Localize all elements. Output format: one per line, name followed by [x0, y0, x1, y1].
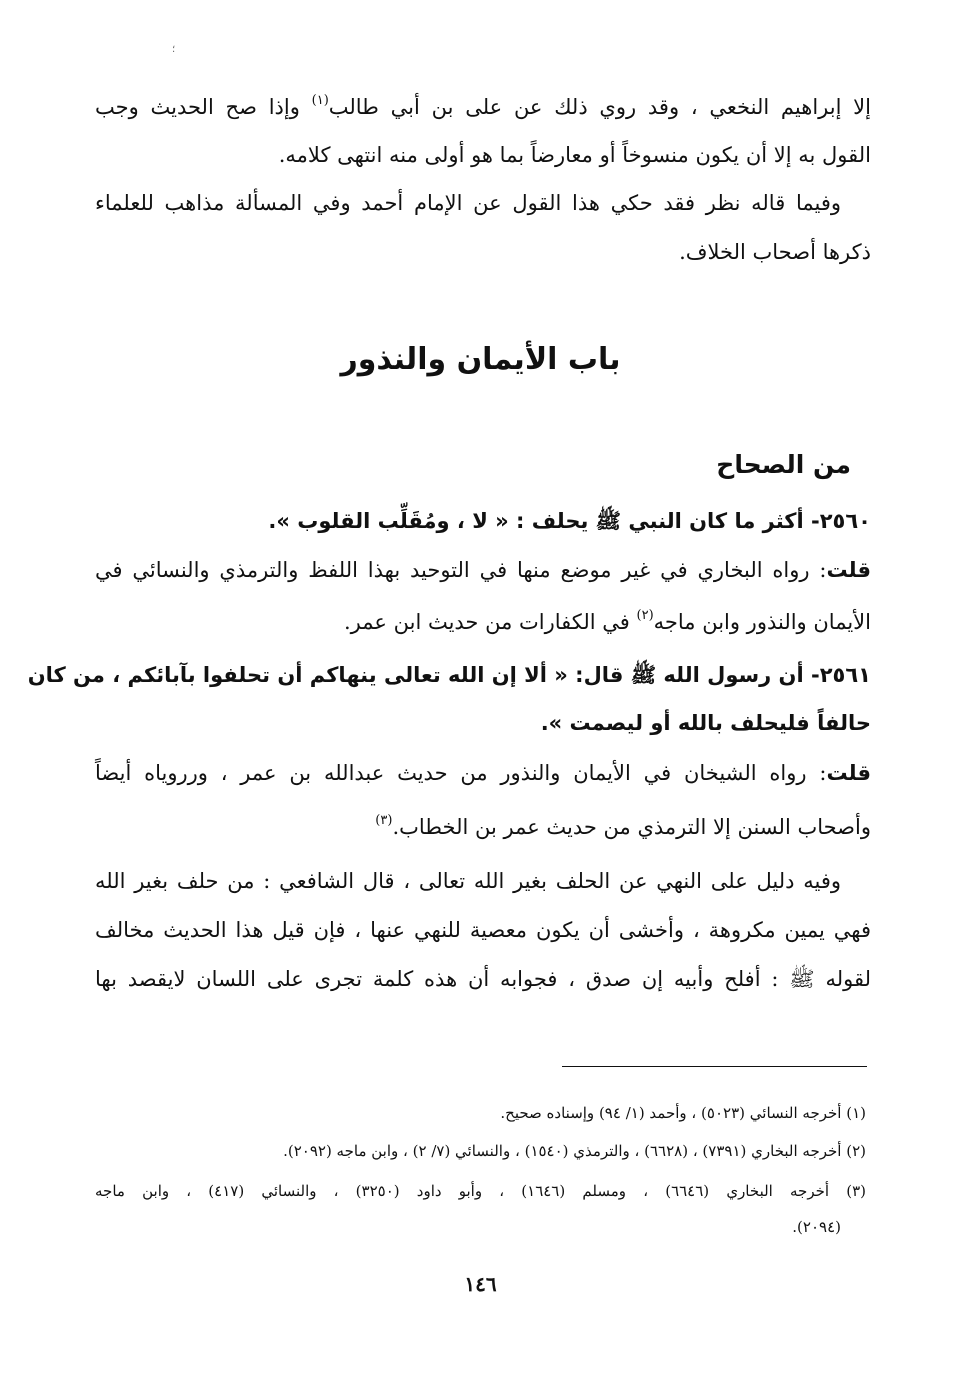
commentary-2-line-2: وأصحاب السنن إلا الترمذي من حديث عمر بن الخطاب.$^{(٣)}$: [375, 813, 871, 839]
stray-mark: ؛: [172, 44, 176, 55]
intro-line-4: ذكرها أصحاب الخلاف.: [679, 240, 871, 264]
commentary-2-line-1: قلت: رواه الشيخان في الأيمان والنذور من حديث عبدالله بن عمر ، ورروياه أيضاً: [95, 761, 871, 785]
footnote-1: (١) أخرجه النسائي (٥٠٢٣) ، وأحمد (١/ ٩٤) وإسناده صحيح.: [500, 1104, 866, 1122]
footnote-3-line-2: (٢٠٩٤).: [792, 1218, 841, 1236]
hadith-2561-line-1: ٢٥٦١- أن رسول الله ﷺ قال: « ألا إن الله تعالى ينهاكم أن تحلفوا بآبائكم ، من كان: [27, 663, 871, 687]
footnote-3-line-1: (٣) أخرجه البخاري (٦٦٤٦) ، ومسلم (١٦٤٦) ، وأبو داود (٣٢٥٠) ، والنسائي (٤١٧) ، وابن ماجه: [95, 1182, 866, 1200]
hadith-2560: ٢٥٦٠- أكثر ما كان النبي ﷺ يحلف : « لا ، ومُقَلِّب القلوب ».: [268, 509, 871, 533]
hadith-2561-line-2: حالفاً فليحلف بالله أو ليصمت ».: [540, 711, 871, 735]
explanation-line-3: لقوله ﷺ : أفلح وأبيه إن صدق ، فجوابه أن هذه كلمة تجرى على اللسان لايقصد بها: [95, 967, 871, 991]
chapter-title: باب الأيمان والنذور: [340, 342, 621, 377]
intro-line-2: القول به إلا أن يكون منسوخاً أو معارضاً بما هو أولى منه انتهى كلامه.: [278, 143, 871, 167]
qult-label: قلت: [826, 558, 871, 582]
footnote-ref-2[interactable]: (٢): [636, 608, 654, 623]
footnote-ref-1[interactable]: (١): [311, 93, 329, 108]
footnote-divider: [562, 1066, 867, 1067]
explanation-line-1: وفيه دليل على النهي عن الحلف بغير الله تعالى ، قال الشافعي : من حلف بغير الله: [95, 869, 841, 893]
commentary-1-line-2: الأيمان والنذور وابن ماجه$^{(٢)}$ في الكفارات من حديث ابن عمر.: [344, 608, 871, 634]
page-number: ١٤٦: [464, 1272, 497, 1296]
footnote-2: (٢) أخرجه البخاري (٧٣٩١) ، (٦٦٢٨) ، والترمذي (١٥٤٠) ، والنسائي (٧/ ٢) ، وابن ماجه (٢٠٩٢).: [283, 1142, 866, 1160]
commentary-1-line-1: قلت: رواه البخاري في غير موضع منها في التوحيد بهذا اللفظ والترمذي والنسائي في: [95, 558, 871, 582]
intro-line-1: إلا إبراهيم النخعي ، وقد روي ذلك عن على بن أبي طالب$^{(١)}$ وإذا صح الحديث وجب: [95, 93, 871, 119]
explanation-line-2: فهي يمين مكروهة ، وأخشى أن يكون معصية للنهي عنها ، فإن قيل هذا الحديث مخالف: [95, 918, 871, 942]
intro-line-3: وفيما قاله نظر فقد حكي هذا القول عن الإمام أحمد وفي المسألة مذاهب للعلماء: [95, 191, 841, 215]
footnote-ref-3[interactable]: (٣): [375, 813, 393, 828]
section-title: من الصحاح: [716, 450, 851, 479]
qult-label: قلت: [826, 761, 871, 785]
